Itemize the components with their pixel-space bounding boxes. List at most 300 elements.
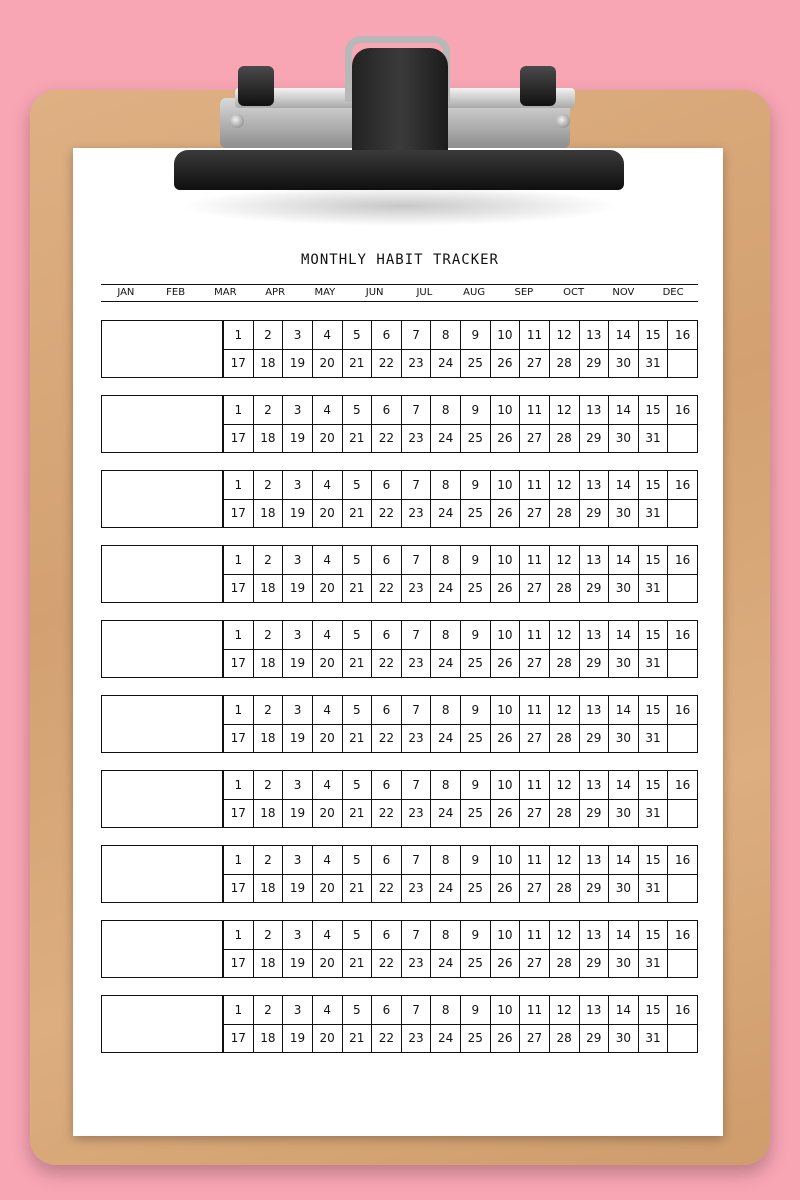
day-cell[interactable]: 20	[313, 1025, 343, 1054]
day-cell[interactable]: 3	[283, 471, 313, 500]
day-cell[interactable]: 30	[609, 425, 639, 454]
day-cell[interactable]: 20	[313, 500, 343, 529]
day-cell[interactable]: 16	[668, 696, 698, 725]
day-cell[interactable]: 3	[283, 621, 313, 650]
day-cell[interactable]: 7	[402, 396, 432, 425]
day-cell[interactable]: 11	[520, 696, 550, 725]
day-cell[interactable]: 1	[224, 321, 254, 350]
day-cell[interactable]: 24	[431, 575, 461, 604]
day-cell[interactable]: 1	[224, 696, 254, 725]
day-cell[interactable]: 13	[580, 621, 610, 650]
day-cell[interactable]: 6	[372, 471, 402, 500]
day-cell[interactable]: 22	[372, 500, 402, 529]
day-cell[interactable]: 24	[431, 425, 461, 454]
day-cell[interactable]	[668, 500, 698, 529]
day-cell[interactable]	[668, 575, 698, 604]
day-cell[interactable]	[668, 950, 698, 979]
day-cell[interactable]: 17	[224, 725, 254, 754]
day-cell[interactable]: 15	[639, 396, 669, 425]
day-cell[interactable]: 30	[609, 950, 639, 979]
day-cell[interactable]: 27	[520, 425, 550, 454]
day-cell[interactable]: 26	[491, 425, 521, 454]
habit-name-field[interactable]	[101, 770, 223, 828]
day-cell[interactable]: 27	[520, 950, 550, 979]
day-cell[interactable]: 6	[372, 771, 402, 800]
day-cell[interactable]: 20	[313, 350, 343, 379]
day-cell[interactable]: 10	[491, 846, 521, 875]
day-cell[interactable]: 1	[224, 846, 254, 875]
day-cell[interactable]: 20	[313, 875, 343, 904]
day-cell[interactable]: 11	[520, 621, 550, 650]
day-cell[interactable]: 16	[668, 771, 698, 800]
day-cell[interactable]: 12	[550, 696, 580, 725]
day-cell[interactable]: 17	[224, 950, 254, 979]
day-cell[interactable]: 10	[491, 696, 521, 725]
day-cell[interactable]: 29	[580, 875, 610, 904]
day-cell[interactable]: 25	[461, 575, 491, 604]
day-cell[interactable]: 29	[580, 1025, 610, 1054]
day-cell[interactable]: 5	[343, 996, 373, 1025]
day-cell[interactable]: 21	[343, 650, 373, 679]
day-cell[interactable]: 17	[224, 575, 254, 604]
day-cell[interactable]: 9	[461, 921, 491, 950]
day-cell[interactable]: 19	[283, 425, 313, 454]
day-cell[interactable]: 30	[609, 800, 639, 829]
day-cell[interactable]: 24	[431, 875, 461, 904]
day-cell[interactable]: 3	[283, 546, 313, 575]
day-cell[interactable]: 15	[639, 921, 669, 950]
day-cell[interactable]: 29	[580, 500, 610, 529]
day-cell[interactable]: 30	[609, 350, 639, 379]
day-cell[interactable]: 20	[313, 800, 343, 829]
day-cell[interactable]: 15	[639, 771, 669, 800]
day-cell[interactable]: 28	[550, 650, 580, 679]
day-cell[interactable]: 25	[461, 800, 491, 829]
day-cell[interactable]: 19	[283, 650, 313, 679]
day-cell[interactable]: 21	[343, 725, 373, 754]
day-cell[interactable]: 11	[520, 996, 550, 1025]
day-cell[interactable]: 19	[283, 800, 313, 829]
day-cell[interactable]: 27	[520, 575, 550, 604]
day-cell[interactable]: 8	[431, 771, 461, 800]
day-cell[interactable]: 15	[639, 546, 669, 575]
day-cell[interactable]: 13	[580, 846, 610, 875]
day-cell[interactable]: 19	[283, 500, 313, 529]
day-cell[interactable]: 28	[550, 725, 580, 754]
habit-name-field[interactable]	[101, 470, 223, 528]
day-cell[interactable]: 3	[283, 321, 313, 350]
day-cell[interactable]: 21	[343, 875, 373, 904]
day-cell[interactable]: 21	[343, 425, 373, 454]
day-cell[interactable]: 29	[580, 575, 610, 604]
day-cell[interactable]: 17	[224, 650, 254, 679]
day-cell[interactable]: 7	[402, 846, 432, 875]
day-cell[interactable]: 16	[668, 621, 698, 650]
day-cell[interactable]: 21	[343, 800, 373, 829]
day-cell[interactable]: 5	[343, 396, 373, 425]
day-cell[interactable]: 10	[491, 996, 521, 1025]
day-cell[interactable]: 28	[550, 800, 580, 829]
day-cell[interactable]: 12	[550, 846, 580, 875]
day-cell[interactable]: 8	[431, 546, 461, 575]
day-cell[interactable]: 27	[520, 650, 550, 679]
day-cell[interactable]: 18	[254, 350, 284, 379]
day-cell[interactable]: 17	[224, 875, 254, 904]
day-cell[interactable]: 4	[313, 921, 343, 950]
day-cell[interactable]: 23	[402, 1025, 432, 1054]
day-cell[interactable]: 18	[254, 1025, 284, 1054]
day-cell[interactable]: 1	[224, 546, 254, 575]
habit-name-field[interactable]	[101, 995, 223, 1053]
day-cell[interactable]: 31	[639, 500, 669, 529]
day-cell[interactable]: 3	[283, 846, 313, 875]
day-cell[interactable]: 14	[609, 996, 639, 1025]
habit-name-field[interactable]	[101, 395, 223, 453]
day-cell[interactable]: 12	[550, 996, 580, 1025]
habit-name-field[interactable]	[101, 695, 223, 753]
day-cell[interactable]: 2	[254, 996, 284, 1025]
day-cell[interactable]: 12	[550, 621, 580, 650]
habit-name-field[interactable]	[101, 845, 223, 903]
day-cell[interactable]: 18	[254, 725, 284, 754]
day-cell[interactable]: 26	[491, 575, 521, 604]
day-cell[interactable]: 6	[372, 621, 402, 650]
day-cell[interactable]: 30	[609, 875, 639, 904]
day-cell[interactable]: 1	[224, 471, 254, 500]
day-cell[interactable]: 2	[254, 471, 284, 500]
day-cell[interactable]: 2	[254, 771, 284, 800]
day-cell[interactable]: 24	[431, 500, 461, 529]
day-cell[interactable]	[668, 875, 698, 904]
day-cell[interactable]: 20	[313, 425, 343, 454]
day-cell[interactable]: 9	[461, 771, 491, 800]
day-cell[interactable]: 18	[254, 425, 284, 454]
day-cell[interactable]: 26	[491, 725, 521, 754]
day-cell[interactable]: 22	[372, 575, 402, 604]
day-cell[interactable]: 17	[224, 500, 254, 529]
day-cell[interactable]: 14	[609, 621, 639, 650]
day-cell[interactable]: 15	[639, 696, 669, 725]
day-cell[interactable]: 12	[550, 321, 580, 350]
day-cell[interactable]: 18	[254, 575, 284, 604]
day-cell[interactable]: 19	[283, 1025, 313, 1054]
day-cell[interactable]: 3	[283, 396, 313, 425]
day-cell[interactable]: 31	[639, 950, 669, 979]
day-cell[interactable]: 11	[520, 546, 550, 575]
day-cell[interactable]: 14	[609, 321, 639, 350]
day-cell[interactable]: 23	[402, 425, 432, 454]
day-cell[interactable]: 16	[668, 396, 698, 425]
day-cell[interactable]: 24	[431, 350, 461, 379]
day-cell[interactable]: 13	[580, 771, 610, 800]
day-cell[interactable]: 7	[402, 771, 432, 800]
day-cell[interactable]	[668, 425, 698, 454]
day-cell[interactable]: 11	[520, 471, 550, 500]
day-cell[interactable]: 25	[461, 950, 491, 979]
day-cell[interactable]: 14	[609, 846, 639, 875]
day-cell[interactable]: 14	[609, 696, 639, 725]
day-cell[interactable]	[668, 350, 698, 379]
day-cell[interactable]: 30	[609, 500, 639, 529]
day-cell[interactable]: 23	[402, 500, 432, 529]
day-cell[interactable]: 20	[313, 725, 343, 754]
day-cell[interactable]: 16	[668, 846, 698, 875]
day-cell[interactable]: 16	[668, 546, 698, 575]
day-cell[interactable]: 13	[580, 396, 610, 425]
day-cell[interactable]: 23	[402, 575, 432, 604]
day-cell[interactable]: 4	[313, 321, 343, 350]
day-cell[interactable]: 7	[402, 996, 432, 1025]
day-cell[interactable]: 5	[343, 546, 373, 575]
day-cell[interactable]: 5	[343, 321, 373, 350]
day-cell[interactable]: 12	[550, 921, 580, 950]
day-cell[interactable]: 24	[431, 800, 461, 829]
day-cell[interactable]: 1	[224, 996, 254, 1025]
day-cell[interactable]: 5	[343, 846, 373, 875]
day-cell[interactable]: 13	[580, 471, 610, 500]
day-cell[interactable]: 26	[491, 875, 521, 904]
day-cell[interactable]: 29	[580, 950, 610, 979]
habit-name-field[interactable]	[101, 620, 223, 678]
day-cell[interactable]: 4	[313, 621, 343, 650]
day-cell[interactable]: 6	[372, 696, 402, 725]
day-cell[interactable]: 10	[491, 321, 521, 350]
day-cell[interactable]: 11	[520, 921, 550, 950]
day-cell[interactable]: 25	[461, 350, 491, 379]
day-cell[interactable]: 21	[343, 350, 373, 379]
day-cell[interactable]: 9	[461, 546, 491, 575]
day-cell[interactable]: 4	[313, 996, 343, 1025]
day-cell[interactable]: 9	[461, 846, 491, 875]
day-cell[interactable]: 14	[609, 546, 639, 575]
day-cell[interactable]: 16	[668, 321, 698, 350]
day-cell[interactable]: 27	[520, 1025, 550, 1054]
habit-name-field[interactable]	[101, 545, 223, 603]
day-cell[interactable]: 29	[580, 425, 610, 454]
day-cell[interactable]: 25	[461, 650, 491, 679]
day-cell[interactable]: 10	[491, 621, 521, 650]
day-cell[interactable]: 6	[372, 921, 402, 950]
day-cell[interactable]: 19	[283, 875, 313, 904]
day-cell[interactable]: 17	[224, 350, 254, 379]
day-cell[interactable]: 23	[402, 350, 432, 379]
day-cell[interactable]: 2	[254, 621, 284, 650]
day-cell[interactable]: 18	[254, 650, 284, 679]
day-cell[interactable]: 3	[283, 696, 313, 725]
day-cell[interactable]: 19	[283, 575, 313, 604]
day-cell[interactable]: 12	[550, 396, 580, 425]
day-cell[interactable]: 24	[431, 950, 461, 979]
day-cell[interactable]: 31	[639, 875, 669, 904]
day-cell[interactable]: 5	[343, 771, 373, 800]
day-cell[interactable]: 2	[254, 921, 284, 950]
day-cell[interactable]: 15	[639, 471, 669, 500]
day-cell[interactable]: 18	[254, 800, 284, 829]
day-cell[interactable]: 30	[609, 1025, 639, 1054]
day-cell[interactable]: 26	[491, 500, 521, 529]
day-cell[interactable]: 10	[491, 546, 521, 575]
day-cell[interactable]: 2	[254, 546, 284, 575]
day-cell[interactable]: 25	[461, 725, 491, 754]
day-cell[interactable]: 1	[224, 621, 254, 650]
day-cell[interactable]: 27	[520, 800, 550, 829]
day-cell[interactable]: 22	[372, 425, 402, 454]
day-cell[interactable]: 5	[343, 621, 373, 650]
day-cell[interactable]: 19	[283, 725, 313, 754]
day-cell[interactable]: 21	[343, 575, 373, 604]
day-cell[interactable]: 22	[372, 950, 402, 979]
day-cell[interactable]: 31	[639, 650, 669, 679]
day-cell[interactable]: 15	[639, 321, 669, 350]
day-cell[interactable]: 25	[461, 425, 491, 454]
day-cell[interactable]: 11	[520, 321, 550, 350]
day-cell[interactable]: 20	[313, 575, 343, 604]
day-cell[interactable]: 7	[402, 621, 432, 650]
day-cell[interactable]: 16	[668, 921, 698, 950]
day-cell[interactable]: 26	[491, 950, 521, 979]
day-cell[interactable]: 28	[550, 1025, 580, 1054]
day-cell[interactable]: 23	[402, 875, 432, 904]
day-cell[interactable]: 18	[254, 875, 284, 904]
day-cell[interactable]: 31	[639, 725, 669, 754]
day-cell[interactable]: 25	[461, 500, 491, 529]
habit-name-field[interactable]	[101, 920, 223, 978]
day-cell[interactable]: 17	[224, 800, 254, 829]
day-cell[interactable]: 8	[431, 396, 461, 425]
day-cell[interactable]: 21	[343, 950, 373, 979]
day-cell[interactable]: 26	[491, 800, 521, 829]
day-cell[interactable]: 30	[609, 650, 639, 679]
day-cell[interactable]	[668, 1025, 698, 1054]
day-cell[interactable]: 29	[580, 725, 610, 754]
day-cell[interactable]: 10	[491, 396, 521, 425]
day-cell[interactable]: 20	[313, 950, 343, 979]
day-cell[interactable]: 23	[402, 650, 432, 679]
day-cell[interactable]: 18	[254, 500, 284, 529]
day-cell[interactable]: 15	[639, 846, 669, 875]
day-cell[interactable]: 30	[609, 575, 639, 604]
day-cell[interactable]: 28	[550, 575, 580, 604]
day-cell[interactable]: 28	[550, 500, 580, 529]
day-cell[interactable]: 1	[224, 396, 254, 425]
day-cell[interactable]: 31	[639, 350, 669, 379]
day-cell[interactable]: 17	[224, 1025, 254, 1054]
day-cell[interactable]: 16	[668, 471, 698, 500]
habit-name-field[interactable]	[101, 320, 223, 378]
day-cell[interactable]: 1	[224, 771, 254, 800]
day-cell[interactable]: 7	[402, 546, 432, 575]
day-cell[interactable]: 20	[313, 650, 343, 679]
day-cell[interactable]: 8	[431, 996, 461, 1025]
day-cell[interactable]: 26	[491, 350, 521, 379]
day-cell[interactable]: 16	[668, 996, 698, 1025]
day-cell[interactable]: 29	[580, 350, 610, 379]
day-cell[interactable]: 31	[639, 800, 669, 829]
day-cell[interactable]: 8	[431, 471, 461, 500]
day-cell[interactable]: 24	[431, 650, 461, 679]
day-cell[interactable]: 13	[580, 696, 610, 725]
day-cell[interactable]: 3	[283, 996, 313, 1025]
day-cell[interactable]	[668, 800, 698, 829]
day-cell[interactable]: 22	[372, 725, 402, 754]
day-cell[interactable]: 4	[313, 471, 343, 500]
day-cell[interactable]: 27	[520, 725, 550, 754]
day-cell[interactable]: 27	[520, 350, 550, 379]
day-cell[interactable]: 7	[402, 471, 432, 500]
day-cell[interactable]	[668, 650, 698, 679]
day-cell[interactable]: 13	[580, 996, 610, 1025]
day-cell[interactable]: 9	[461, 396, 491, 425]
day-cell[interactable]: 9	[461, 996, 491, 1025]
day-cell[interactable]: 10	[491, 471, 521, 500]
day-cell[interactable]: 5	[343, 696, 373, 725]
day-cell[interactable]: 6	[372, 846, 402, 875]
day-cell[interactable]: 18	[254, 950, 284, 979]
day-cell[interactable]: 25	[461, 875, 491, 904]
day-cell[interactable]: 21	[343, 1025, 373, 1054]
day-cell[interactable]: 11	[520, 846, 550, 875]
day-cell[interactable]: 24	[431, 725, 461, 754]
day-cell[interactable]: 2	[254, 696, 284, 725]
day-cell[interactable]: 4	[313, 396, 343, 425]
day-cell[interactable]: 24	[431, 1025, 461, 1054]
day-cell[interactable]: 27	[520, 500, 550, 529]
day-cell[interactable]: 8	[431, 321, 461, 350]
day-cell[interactable]: 28	[550, 875, 580, 904]
day-cell[interactable]: 23	[402, 725, 432, 754]
day-cell[interactable]: 7	[402, 921, 432, 950]
day-cell[interactable]: 22	[372, 350, 402, 379]
day-cell[interactable]: 28	[550, 350, 580, 379]
day-cell[interactable]: 8	[431, 921, 461, 950]
day-cell[interactable]: 25	[461, 1025, 491, 1054]
day-cell[interactable]: 29	[580, 800, 610, 829]
day-cell[interactable]: 7	[402, 696, 432, 725]
day-cell[interactable]: 15	[639, 621, 669, 650]
day-cell[interactable]: 4	[313, 771, 343, 800]
day-cell[interactable]: 5	[343, 471, 373, 500]
day-cell[interactable]: 23	[402, 950, 432, 979]
day-cell[interactable]: 10	[491, 921, 521, 950]
day-cell[interactable]: 6	[372, 546, 402, 575]
day-cell[interactable]: 8	[431, 846, 461, 875]
day-cell[interactable]: 13	[580, 321, 610, 350]
day-cell[interactable]: 2	[254, 321, 284, 350]
day-cell[interactable]: 4	[313, 546, 343, 575]
day-cell[interactable]: 12	[550, 771, 580, 800]
day-cell[interactable]: 6	[372, 396, 402, 425]
day-cell[interactable]: 31	[639, 425, 669, 454]
day-cell[interactable]: 22	[372, 875, 402, 904]
day-cell[interactable]: 31	[639, 575, 669, 604]
day-cell[interactable]: 11	[520, 771, 550, 800]
day-cell[interactable]: 5	[343, 921, 373, 950]
day-cell[interactable]: 19	[283, 950, 313, 979]
day-cell[interactable]: 4	[313, 696, 343, 725]
day-cell[interactable]: 14	[609, 471, 639, 500]
day-cell[interactable]: 29	[580, 650, 610, 679]
day-cell[interactable]: 6	[372, 996, 402, 1025]
day-cell[interactable]: 9	[461, 471, 491, 500]
day-cell[interactable]: 9	[461, 621, 491, 650]
day-cell[interactable]: 27	[520, 875, 550, 904]
day-cell[interactable]: 9	[461, 321, 491, 350]
day-cell[interactable]: 8	[431, 621, 461, 650]
day-cell[interactable]: 1	[224, 921, 254, 950]
day-cell[interactable]: 14	[609, 771, 639, 800]
day-cell[interactable]: 7	[402, 321, 432, 350]
day-cell[interactable]: 10	[491, 771, 521, 800]
